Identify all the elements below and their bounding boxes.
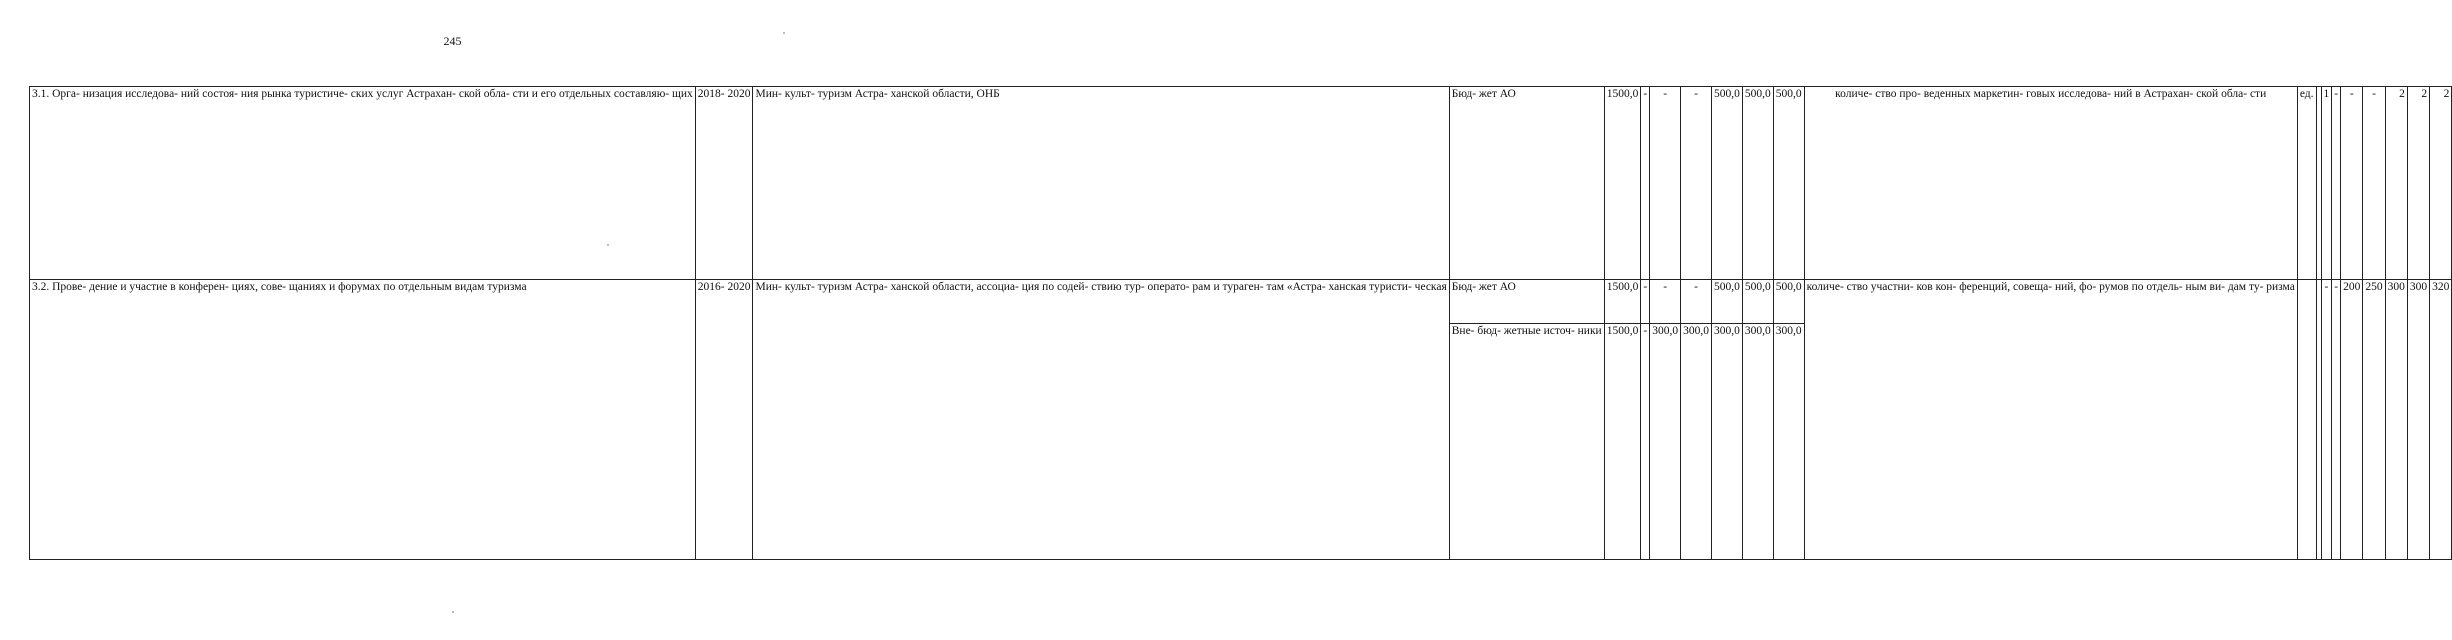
table-row <box>30 87 2452 280</box>
funding-year-value: - <box>1650 87 1681 280</box>
measure-period: 2016- 2020 <box>695 280 753 560</box>
funding-year-value: - <box>1650 280 1681 324</box>
indicator-value: 200 <box>2341 280 2363 560</box>
indicator-value: - <box>2363 87 2385 280</box>
funding-year-value: 300,0 <box>1681 324 1712 560</box>
indicator-value: 2 <box>2407 87 2429 280</box>
indicator-name: количе- ство участни- ков кон- ференций, совеща- ний, фо- румов по отдель- ным ви- дам ту- ризма <box>1804 280 2297 560</box>
indicator-value: - <box>2332 87 2341 280</box>
funding-year-value: 300,0 <box>1650 324 1681 560</box>
program-table <box>29 86 2452 560</box>
funding-year-value: 500,0 <box>1711 87 1742 280</box>
table-row <box>30 280 2452 324</box>
indicator-unit: ед. <box>2297 87 2316 280</box>
scan-artifact <box>452 611 454 613</box>
funding-source: Вне- бюд- жетные источ- ники <box>1449 324 1604 560</box>
funding-total: 1500,0 <box>1604 324 1641 560</box>
indicator-name: количе- ство про- веденных маркетин- говых исследова- ний в Астрахан- ской обла- сти <box>1804 87 2297 280</box>
funding-year-value: - <box>1641 280 1650 324</box>
scan-artifact <box>783 32 785 34</box>
funding-year-value: 300,0 <box>1711 324 1742 560</box>
measure-name: 3.1. Орга- низация исследова- ний состоя- ния рынка туристиче- ских услуг Астрахан- ской обла- сти и его отдельных составляю- щих <box>30 87 696 280</box>
funding-year-value: - <box>1641 87 1650 280</box>
funding-source: Бюд- жет АО <box>1449 280 1604 324</box>
funding-total: 1500,0 <box>1604 280 1641 324</box>
funding-year-value: 500,0 <box>1773 280 1804 324</box>
funding-year-value: 300,0 <box>1773 324 1804 560</box>
measure-name: 3.2. Прове- дение и участие в конферен- циях, сове- щаниях и форумах по отдельным видам туризма <box>30 280 696 560</box>
funding-total: 1500,0 <box>1604 87 1641 280</box>
measure-executor: Мин- культ- туризм Астра- ханской области, ассоциа- ция по содей- ствию тур- операто- рам и тураген- там «Астра- ханская туристи- ческая <box>753 280 1449 560</box>
funding-source: Бюд- жет АО <box>1449 87 1604 280</box>
measure-executor: Мин- культ- туризм Астра- ханской области, ОНБ <box>753 87 1449 280</box>
funding-year-value: 300,0 <box>1742 324 1773 560</box>
scan-artifact <box>607 244 609 246</box>
indicator-value: 2 <box>2430 87 2452 280</box>
funding-year-value: - <box>1681 87 1712 280</box>
funding-year-value: - <box>1641 324 1650 560</box>
measure-period: 2018- 2020 <box>695 87 753 280</box>
page-number: 245 <box>443 34 462 48</box>
indicator-value: 320 <box>2430 280 2452 560</box>
funding-year-value: 500,0 <box>1742 280 1773 324</box>
indicator-unit <box>2297 280 2316 560</box>
indicator-value: 300 <box>2385 280 2407 560</box>
funding-year-value: 500,0 <box>1742 87 1773 280</box>
funding-year-value: 500,0 <box>1773 87 1804 280</box>
indicator-value: - <box>2341 87 2363 280</box>
indicator-value: 250 <box>2363 280 2385 560</box>
indicator-value: 300 <box>2407 280 2429 560</box>
funding-year-value: - <box>1681 280 1712 324</box>
indicator-value: - <box>2332 280 2341 560</box>
funding-year-value: 500,0 <box>1711 280 1742 324</box>
indicator-value: 1 <box>2321 87 2332 280</box>
indicator-value: 2 <box>2385 87 2407 280</box>
indicator-value: - <box>2321 280 2332 560</box>
